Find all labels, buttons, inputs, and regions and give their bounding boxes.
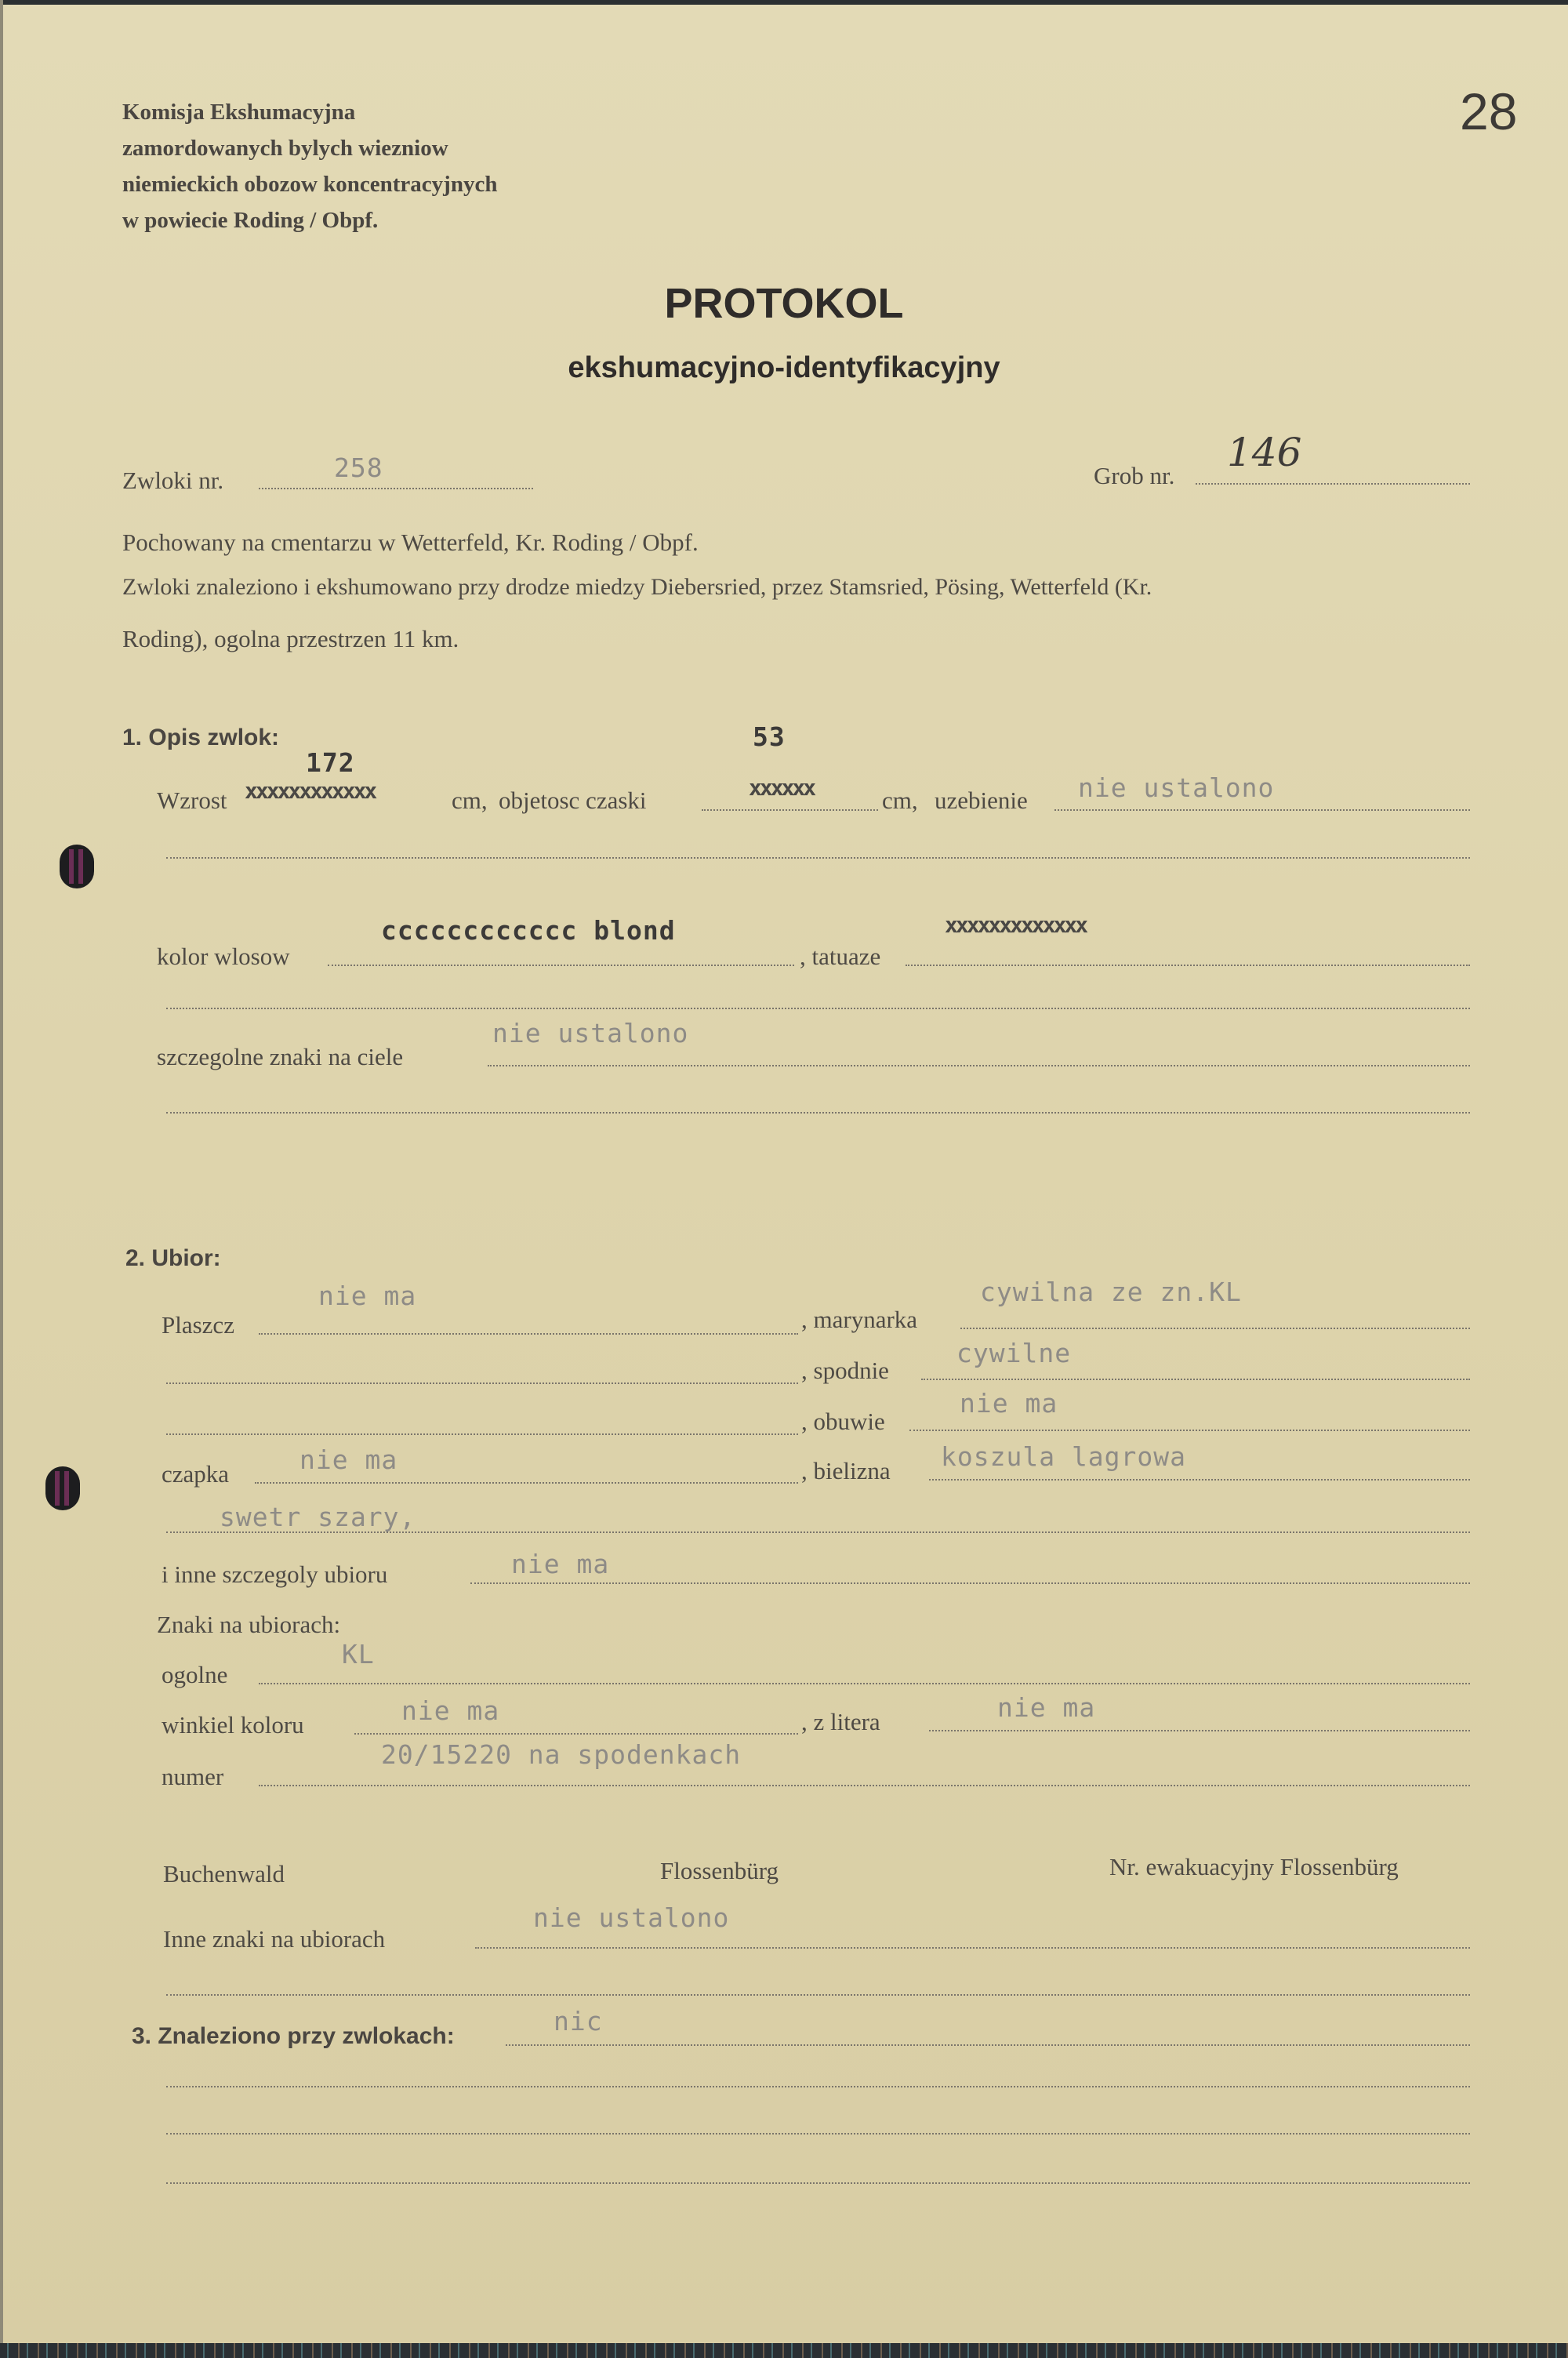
dotted-line: [166, 2133, 1470, 2135]
skull-volume-struck-out: xxxxxx: [749, 775, 815, 801]
dotted-line: [166, 1112, 1470, 1114]
height-value: 172: [306, 747, 355, 778]
jacket-value: cywilna ze zn.KL: [980, 1277, 1242, 1307]
document-title: PROTOKOL: [664, 280, 904, 327]
tattoo-label: , tatuaze: [800, 943, 881, 970]
tattoo-struck-out: xxxxxxxxxxxxx: [945, 912, 1087, 938]
camp-flossenburg-label: Flossenbürg: [660, 1857, 779, 1884]
skull-volume-value: 53: [753, 721, 786, 752]
evacuation-number-label: Nr. ewakuacyjny Flossenbürg: [1109, 1853, 1399, 1880]
dotted-line: [354, 1733, 798, 1735]
scan-edge-bottom: [0, 2343, 1568, 2358]
dotted-line: [259, 1333, 798, 1335]
letter-value: nie ma: [997, 1692, 1096, 1723]
dotted-line: [1196, 483, 1470, 485]
other-marks-value: nie ustalono: [533, 1902, 730, 1933]
height-unit: cm,: [452, 787, 488, 814]
dotted-line: [909, 1430, 1470, 1431]
page-number: 28: [1460, 82, 1518, 140]
underwear-value: koszula lagrowa: [941, 1441, 1187, 1472]
dotted-line: [166, 1994, 1470, 1996]
height-struck-out: xxxxxxxxxxxx: [245, 778, 376, 804]
other-marks-label: Inne znaki na ubiorach: [163, 1925, 386, 1953]
camp-buchenwald-label: Buchenwald: [163, 1860, 285, 1887]
remains-number-label: Zwloki nr.: [122, 467, 224, 494]
shoes-label: , obuwie: [801, 1408, 885, 1435]
dotted-line: [166, 2086, 1470, 2087]
section-2-heading: 2. Ubior:: [125, 1245, 221, 1271]
body-marks-value: nie ustalono: [492, 1018, 689, 1048]
section-3-heading: 3. Znaleziono przy zwlokach:: [132, 2023, 455, 2049]
triangle-color-label: winkiel koloru: [162, 1711, 304, 1739]
punch-hole-bottom: [45, 1466, 80, 1510]
dotted-line: [488, 1065, 1470, 1066]
cap-label: czapka: [162, 1460, 230, 1488]
coat-label: Plaszcz: [162, 1311, 234, 1339]
org-line-3: niemieckich obozow koncentracyjnych: [122, 172, 498, 197]
cap-value: nie ma: [299, 1444, 398, 1475]
dotted-line: [906, 965, 1470, 966]
found-items-value: nic: [554, 2006, 603, 2036]
letter-label: , z litera: [801, 1708, 880, 1735]
other-clothing-value: nie ma: [511, 1549, 610, 1579]
exhumation-text-line-2: Roding), ogolna przestrzen 11 km.: [122, 625, 459, 652]
trousers-label: , spodnie: [801, 1357, 889, 1384]
dotted-line: [328, 965, 794, 966]
org-line-2: zamordowanych bylych wiezniow: [122, 136, 448, 161]
dotted-line: [259, 488, 533, 489]
dotted-line: [1054, 809, 1470, 811]
dotted-line: [166, 1531, 1470, 1533]
dotted-line: [506, 2044, 1470, 2046]
dotted-line: [960, 1328, 1470, 1329]
number-label: numer: [162, 1763, 224, 1790]
dotted-line: [921, 1379, 1470, 1380]
exhumation-text-line-1: Zwloki znaleziono i ekshumowano przy drodze miedzy Diebersried, przez Stamsried, Pösing, Wetterfeld (Kr.: [122, 574, 1152, 600]
dotted-line: [166, 1382, 798, 1384]
clothing-marks-heading: Znaki na ubiorach:: [157, 1611, 341, 1638]
scan-edge-top: [0, 0, 1568, 5]
coat-value: nie ma: [318, 1281, 417, 1311]
hair-color-label: kolor wlosow: [157, 943, 290, 970]
dotted-line: [259, 1785, 1470, 1786]
org-line-1: Komisja Ekshumacyjna: [122, 100, 356, 125]
dotted-line: [475, 1947, 1470, 1949]
sweater-value: swetr szary,: [220, 1502, 416, 1532]
grave-number-label: Grob nr.: [1094, 462, 1175, 489]
grave-number-value: 146: [1227, 430, 1302, 475]
teeth-label: uzebienie: [935, 787, 1028, 814]
trousers-value: cywilne: [956, 1338, 1072, 1368]
dotted-line: [255, 1482, 798, 1484]
skull-volume-unit: cm,: [882, 787, 918, 814]
skull-volume-label: objetosc czaski: [499, 787, 647, 814]
dotted-line: [929, 1479, 1470, 1481]
shoes-value: nie ma: [960, 1388, 1058, 1419]
dotted-line: [929, 1730, 1470, 1731]
underwear-label: , bielizna: [801, 1457, 891, 1484]
general-marks-label: ogolne: [162, 1661, 228, 1688]
dotted-line: [166, 2182, 1470, 2184]
dotted-line: [166, 1008, 1470, 1009]
teeth-value: nie ustalono: [1078, 772, 1275, 803]
height-label: Wzrost: [157, 787, 227, 814]
burial-place-text: Pochowany na cmentarzu w Wetterfeld, Kr. Roding / Obpf.: [122, 529, 699, 556]
triangle-color-value: nie ma: [401, 1695, 500, 1726]
other-clothing-label: i inne szczegoly ubioru: [162, 1560, 388, 1588]
section-1-heading: 1. Opis zwlok:: [122, 725, 280, 750]
dotted-line: [166, 857, 1470, 859]
hair-color-value: cccccccccccc blond: [381, 915, 676, 946]
dotted-line: [702, 809, 878, 811]
org-line-4: w powiecie Roding / Obpf.: [122, 208, 379, 233]
punch-hole-top: [60, 845, 94, 888]
jacket-label: , marynarka: [801, 1306, 918, 1333]
number-value: 20/15220 na spodenkach: [381, 1739, 742, 1770]
remains-number-value: 258: [334, 452, 383, 483]
dotted-line: [470, 1582, 1470, 1584]
document-subtitle: ekshumacyjno-identyfikacyjny: [568, 351, 1000, 384]
general-marks-value: KL: [342, 1639, 375, 1669]
dotted-line: [259, 1683, 1470, 1684]
dotted-line: [166, 1433, 798, 1435]
body-marks-label: szczegolne znaki na ciele: [157, 1043, 404, 1070]
